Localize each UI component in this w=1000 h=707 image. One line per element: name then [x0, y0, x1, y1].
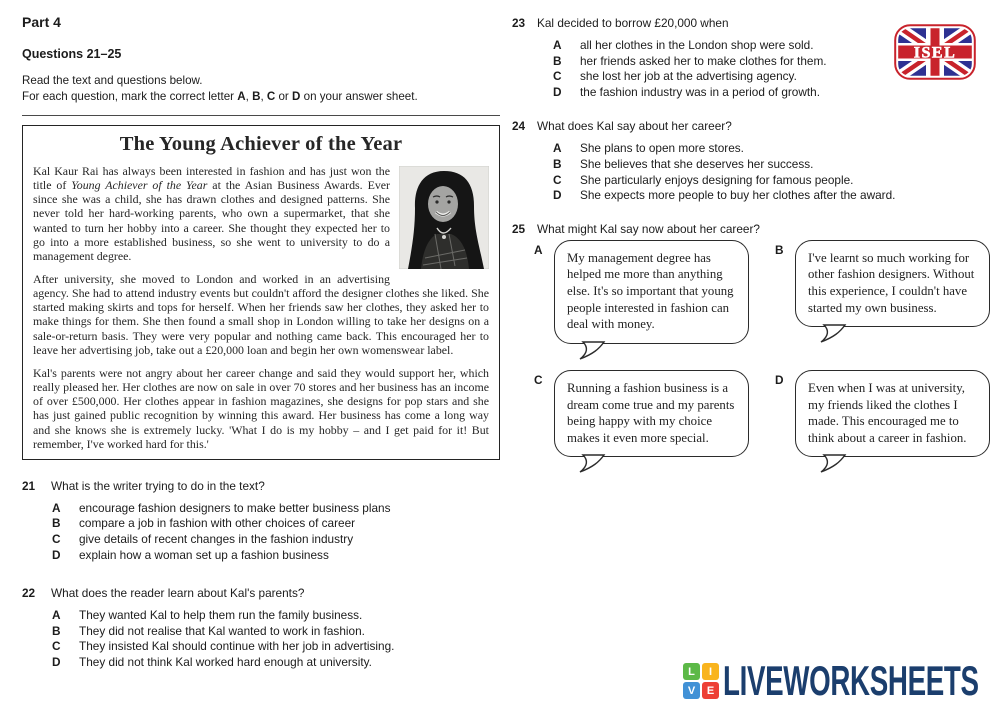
option-text: give details of recent changes in the fashion industry: [79, 532, 354, 547]
option-row-22c[interactable]: [52, 639, 500, 655]
bubble-text: Running a fashion business is a dream come true and my parents being happy with my choice makes it even more special.: [567, 380, 735, 445]
option-letter: C: [553, 69, 562, 84]
bubble-letter: A: [534, 242, 543, 257]
speech-bubble-grid: [534, 240, 990, 458]
option-letter: B: [553, 156, 562, 171]
option-row-24c[interactable]: [553, 173, 990, 189]
question-number: 21: [22, 478, 36, 493]
instructions-line-1: Read the text and questions below.: [22, 74, 203, 87]
option-letter: A: [52, 608, 61, 623]
part-label: Part 4: [22, 14, 61, 30]
instructions-line-2: For each question, mark the correct letter A, B, C or D on your answer sheet.: [22, 90, 418, 104]
option-text: the fashion industry was in a period of growth.: [580, 84, 821, 99]
option-text: compare a job in fashion with other choices of career: [79, 516, 356, 531]
option-letter: C: [52, 532, 61, 547]
option-row-24a[interactable]: [553, 141, 990, 157]
option-row-22b[interactable]: [52, 624, 500, 640]
option-letter: D: [52, 655, 61, 670]
tile-letter-e: E: [702, 682, 719, 699]
questions-range-label: Questions 21–25: [22, 47, 122, 61]
question-text: What does the reader learn about Kal's parents?: [51, 586, 305, 601]
option-text: encourage fashion designers to make better business plans: [79, 500, 391, 515]
section-divider: [22, 115, 500, 116]
speech-bubble: [554, 370, 749, 458]
live-tiles-icon: [683, 663, 719, 699]
option-letter: B: [52, 623, 61, 638]
bubble-tail-icon: [818, 454, 854, 473]
article-paragraph-3: Kal's parents were not angry about her career change and said they would support her, which really pleased her. Her clothes are now on sale in over 70 stores and her business has an income of over £500,000. Her clothes appear in fashion magazines, she designs for pop stars and she has just gained public recognition by winning this award. Her business has come a long way and she knows she is extremely lucky. 'What I do is my hobby – and I get paid for it! But remember, I've worked hard for this.': [33, 365, 489, 451]
bubble-tail-icon: [818, 324, 854, 343]
option-row-21b[interactable]: [52, 516, 500, 532]
tile-letter-v: V: [683, 682, 700, 699]
liveworksheets-logo[interactable]: [683, 657, 1000, 704]
article-photo: [399, 166, 489, 269]
option-text: They insisted Kal should continue with her job in advertising.: [79, 639, 395, 654]
question-text: What might Kal say now about her career?: [537, 221, 760, 236]
option-letter: A: [52, 500, 61, 515]
bubble-tail-icon: [577, 341, 613, 360]
option-row-22a[interactable]: [52, 608, 500, 624]
speech-bubble: [795, 370, 990, 458]
speech-bubble: [795, 240, 990, 328]
bubble-text: My management degree has helped me more than anything else. It's so important that young people interested in fashion can deal with money.: [567, 250, 734, 332]
option-row-24d[interactable]: [553, 188, 990, 204]
speech-bubble-option-a[interactable]: [534, 240, 749, 344]
isel-logo[interactable]: [894, 24, 976, 80]
tile-letter-i: I: [702, 663, 719, 680]
question-text: What is the writer trying to do in the text?: [51, 478, 265, 493]
option-text: She particularly enjoys designing for famous people.: [580, 172, 854, 187]
reading-text-box: [22, 125, 500, 460]
right-column: [512, 16, 990, 457]
bubble-tail-icon: [577, 454, 613, 473]
option-letter: A: [553, 141, 562, 156]
option-text: She expects more people to buy her clothes after the award.: [580, 188, 896, 203]
question-text: Kal decided to borrow £20,000 when: [537, 16, 729, 30]
option-letter: D: [553, 188, 562, 203]
bubble-text: Even when I was at university, my friends liked the clothes I made. This encouraged me to think about a career in fashion.: [808, 380, 967, 445]
option-text: her friends asked her to make clothes for them.: [580, 53, 827, 68]
option-letter: C: [52, 639, 61, 654]
article-paragraph-1: Kal Kaur Rai has always been interested in fashion and has just won the title of Young Achiever of the Year at the Asian Business Awards. Ever since she was a child, she has drawn clothes and designed patterns. She never told her hard-working parents, who own a supermarket, that she wanted to turn her hobby into a career. She thought they expected her to go into a more established business, so she went to university to do a management degree.: [33, 164, 489, 263]
question-number: 22: [22, 586, 36, 601]
option-text: explain how a woman set up a fashion business: [79, 547, 329, 562]
option-row-23d[interactable]: [553, 85, 990, 101]
option-letter: D: [52, 547, 61, 562]
option-row-21d[interactable]: [52, 548, 500, 564]
option-row-21c[interactable]: [52, 532, 500, 548]
question-21: [22, 479, 500, 563]
option-text: They wanted Kal to help them run the family business.: [79, 608, 363, 623]
option-letter: A: [553, 38, 562, 52]
article-paragraph-2: After university, she moved to London and worked in an advertising agency. She had to attend industry events but couldn't afford the designer clothes she liked. She started making skirts and tops for herself. When her friends saw her clothes, they asked her to make things for them. She then found a small shop in London willing to take her designs on a sale-or-return basis. They were very popular and nothing came back. This encouraged her to leave her advertising job, take out a £20,000 loan and begin her own womenswear label.: [33, 272, 489, 357]
option-text: She plans to open more stores.: [580, 141, 744, 156]
option-text: They did not think Kal worked hard enough at university.: [79, 655, 372, 670]
bubble-text: I've learnt so much working for other fashion designers. Without this experience, I couldn't have started my own business.: [808, 250, 975, 315]
question-24: [512, 119, 990, 203]
option-letter: B: [52, 516, 61, 531]
article-title: The Young Achiever of the Year: [119, 132, 403, 155]
option-text: all her clothes in the London shop were sold.: [580, 38, 814, 52]
speech-bubble: [554, 240, 749, 344]
question-22: [22, 586, 500, 670]
option-row-22d[interactable]: [52, 655, 500, 671]
option-text: They did not realise that Kal wanted to work in fashion.: [79, 623, 365, 638]
option-text: She believes that she deserves her success.: [580, 156, 814, 171]
question-number: 24: [512, 119, 526, 134]
option-letter: D: [553, 84, 562, 99]
option-row-21a[interactable]: [52, 501, 500, 517]
question-25: [512, 222, 990, 458]
speech-bubble-option-b[interactable]: [775, 240, 990, 344]
question-number: 23: [512, 16, 526, 30]
bubble-letter: C: [534, 372, 543, 387]
isel-logo-text: ISEL: [913, 44, 957, 62]
bubble-letter: B: [775, 242, 784, 257]
option-text: she lost her job at the advertising agency.: [580, 69, 797, 84]
question-text: What does Kal say about her career?: [537, 119, 732, 134]
option-letter: C: [553, 172, 562, 187]
tile-letter-l: L: [683, 663, 700, 680]
bubble-letter: D: [775, 372, 784, 387]
option-letter: B: [553, 53, 562, 68]
liveworksheets-wordmark: LIVEWORKSHEETS: [723, 657, 979, 704]
left-column: [22, 14, 500, 671]
speech-bubble-option-d[interactable]: [775, 370, 990, 458]
question-number: 25: [512, 221, 526, 236]
speech-bubble-option-c[interactable]: [534, 370, 749, 458]
option-row-24b[interactable]: [553, 157, 990, 173]
